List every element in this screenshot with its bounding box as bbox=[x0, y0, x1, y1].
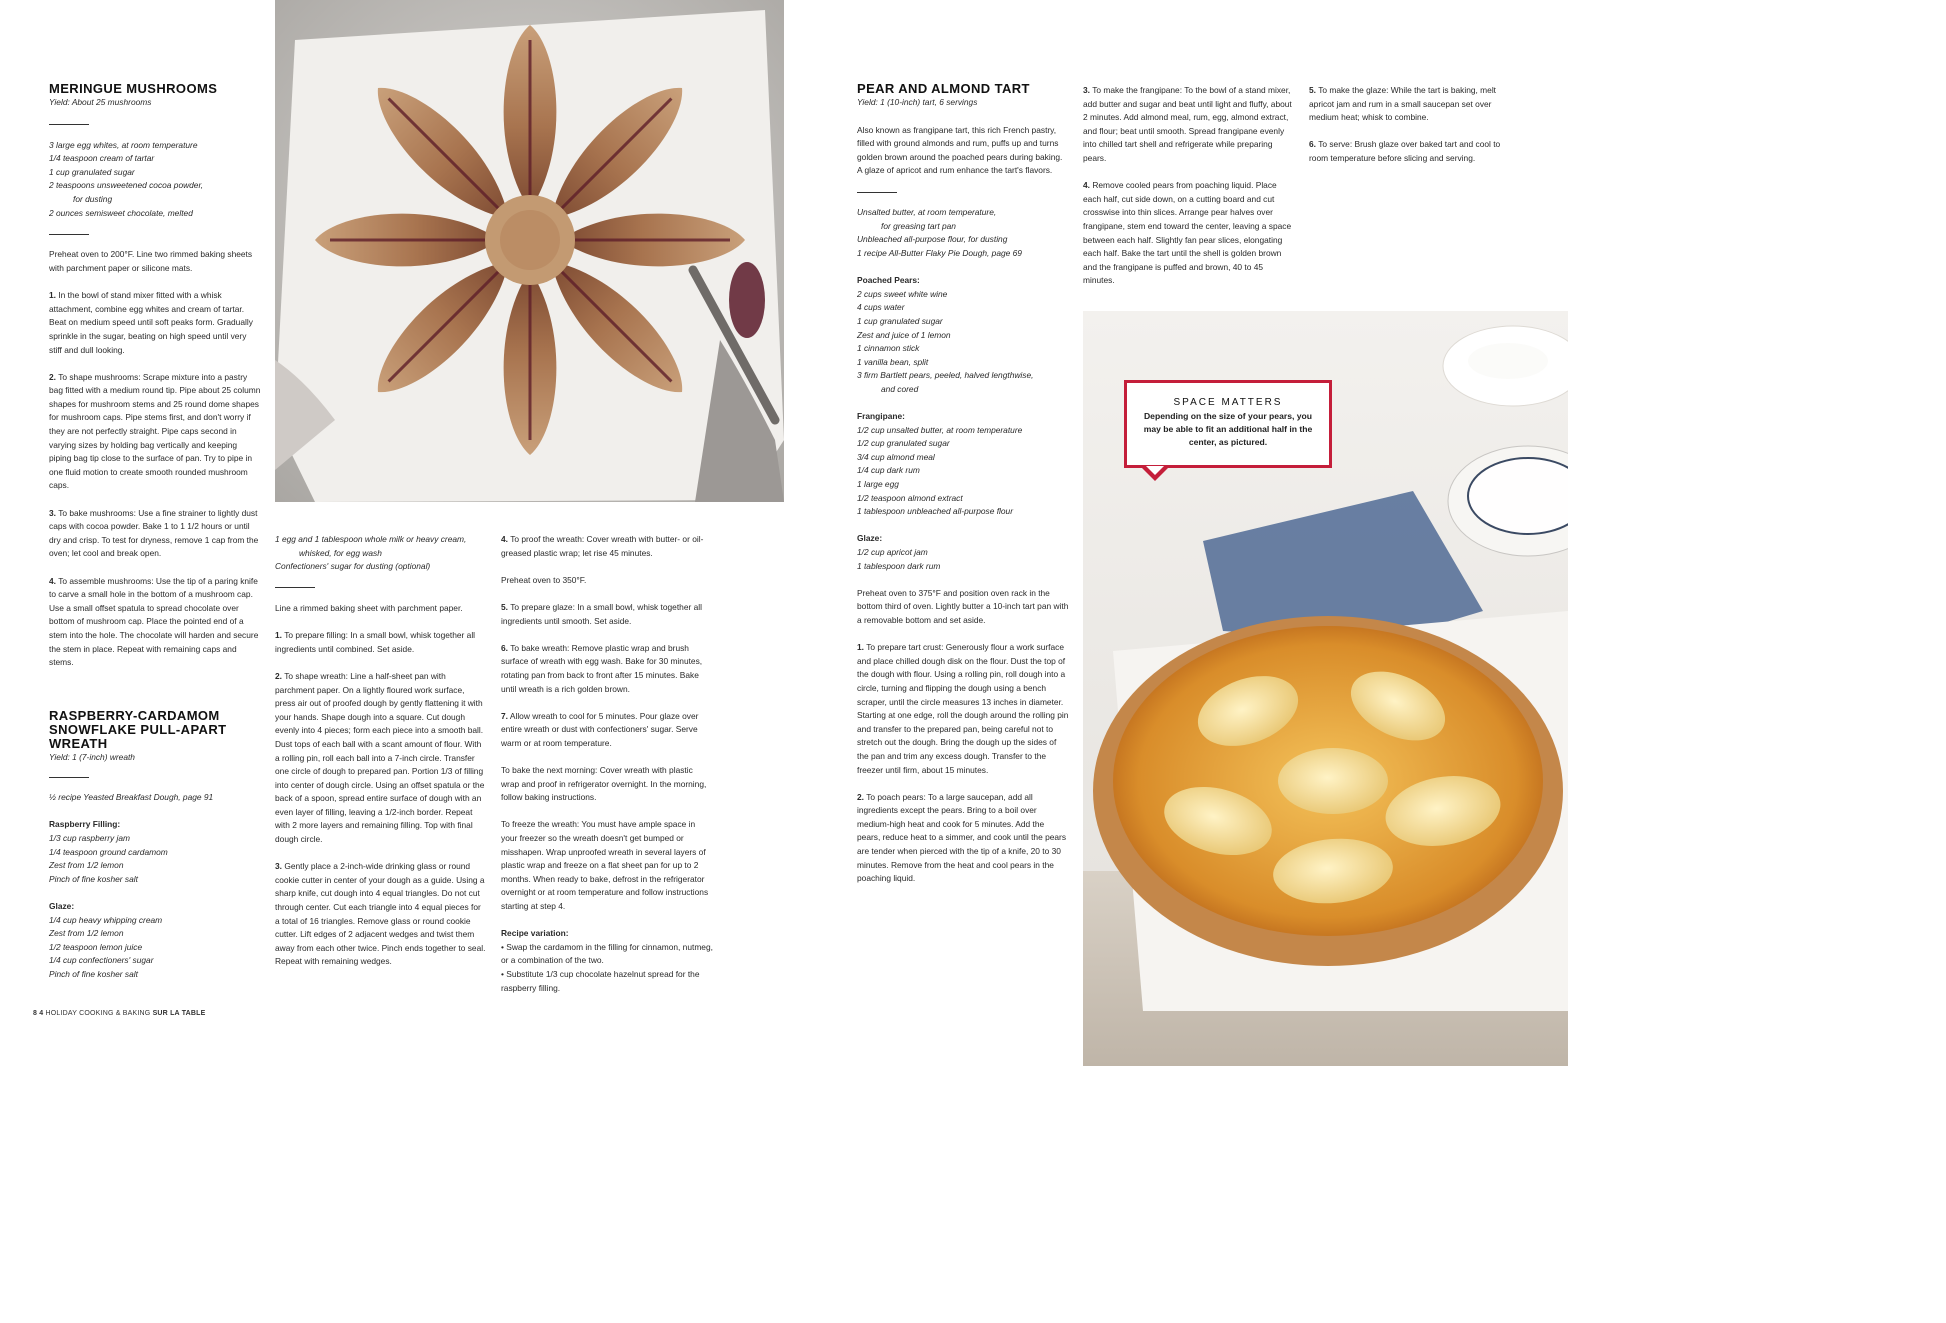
ingredient: Confectioners' sugar for dusting (optional) bbox=[275, 561, 431, 572]
step-number: 5. bbox=[1309, 85, 1316, 95]
step-number: 1. bbox=[857, 642, 864, 653]
tart-step bbox=[1083, 84, 1295, 166]
ingredient: Unbleached all-purpose flour, for dusting bbox=[857, 234, 1008, 245]
meringue-ingredients bbox=[49, 139, 261, 221]
variation-item: • Swap the cardamom in the filling for cinnamon, nutmeg, or a combination of the two. bbox=[501, 941, 713, 966]
page-number: 8 4 bbox=[33, 1010, 44, 1017]
tart-step bbox=[857, 641, 1069, 777]
step-number: 1. bbox=[275, 630, 282, 641]
ingredient: 1/4 teaspoon ground cardamom bbox=[49, 846, 168, 857]
callout-heading: SPACE MATTERS bbox=[1173, 397, 1283, 408]
wreath-step bbox=[501, 601, 713, 628]
ingredient: Pinch of fine kosher salt bbox=[49, 873, 138, 884]
step-number: 2. bbox=[857, 791, 864, 802]
tart-intro: Also known as frangipane tart, this rich French pastry, filled with ground almonds and rum, puffs up and turns golden brown around the poached pears during baking. A glaze of apricot and rum enhance the tart's flavors. bbox=[857, 124, 1063, 176]
step-text: To bake mushrooms: Use a fine strainer to lightly dust caps with cocoa powder. Bake 1 to 1 1/2 hours or until dry and crisp. To test for dryness, remove 1 cap from the oven; let cool and break open. bbox=[49, 507, 259, 559]
step-text: To serve: Brush glaze over baked tart and cool to room temperature before slicing and serving. bbox=[1309, 139, 1501, 163]
ingredient: 1/4 teaspoon cream of tartar bbox=[49, 153, 155, 164]
glaze-heading: Glaze: bbox=[857, 533, 883, 544]
callout-body: Depending on the size of your pears, you may be able to fit an additional half in the center, as pictured. bbox=[1143, 411, 1313, 447]
wreath-yield: Yield: 1 (7-inch) wreath bbox=[49, 752, 135, 762]
divider bbox=[49, 234, 89, 235]
ingredient: for greasing tart pan bbox=[881, 220, 956, 231]
step-text: Allow wreath to cool for 5 minutes. Pour glaze over entire wreath or dust with confectioners' sugar. Serve warm or at room temperature. bbox=[501, 710, 699, 748]
wreath-step bbox=[501, 533, 713, 560]
step-text: To prepare tart crust: Generously flour a work surface and place chilled dough disk on the flour. Dust the top of the dough with flour. Using a rolling pin, roll dough into a circle, turning and flipping the dough using a bench scraper, until the circle measures 13 inches in diameter. Starting at one edge, roll the dough around the rolling pin and transfer to the prepared pan, being careful not to stretch out the dough. Bring the dough up the sides of the pan and trim any excess dough. Transfer to the freezer until firm, about 15 minutes. bbox=[857, 642, 1069, 775]
step-number: 3. bbox=[49, 507, 56, 518]
step-number: 7. bbox=[501, 710, 508, 721]
ingredient: 2 cups sweet white wine bbox=[857, 288, 948, 299]
frangipane-heading: Frangipane: bbox=[857, 411, 905, 422]
step-number: 3. bbox=[1083, 85, 1090, 95]
ingredient: 1 cup granulated sugar bbox=[857, 315, 943, 326]
step-text: To poach pears: To a large saucepan, add all ingredients except the pears. Bring to a boil over medium-high heat and cook for 5 minutes. Add the pears, reduce heat to a simmer, and cook until the pears are tender when pierced with the tip of a knife, 20 to 30 minutes. Remove from the heat and cool pears in the poaching liquid. bbox=[857, 791, 1067, 884]
ingredient: for dusting bbox=[73, 193, 113, 204]
ingredient: 2 ounces semisweet chocolate, melted bbox=[49, 207, 193, 218]
tart-yield: Yield: 1 (10-inch) tart, 6 servings bbox=[857, 97, 978, 107]
step-number: 4. bbox=[49, 575, 56, 586]
step-text: To shape wreath: Line a half-sheet pan with parchment paper. On a lightly floured work surface, press air out of proofed dough by gently flattening it with your hands. Shape dough into a square. Cut dough evenly into 4 pieces; form each piece into a smooth ball. Dust tops of each ball with a scant amount of flour. With a rolling pin, roll each ball into a 7-inch circle. Transfer one circle of dough to prepared pan. Portion 1/3 of filling into center of dough circle. Using an offset spatula or the back of a spoon, spread entire surface of dough with an even layer of filling, leaving a 1/2-inch border. Repeat with 2 more layers and remaining filling. Top with final dough circle. bbox=[275, 670, 485, 845]
meringue-step bbox=[49, 575, 261, 670]
ingredient: 1/4 cup confectioners' sugar bbox=[49, 955, 154, 966]
meringue-title: MERINGUE MUSHROOMS bbox=[49, 81, 218, 96]
wreath-freeze: To freeze the wreath: You must have ample space in your freezer so the wreath doesn't get bumped or misshapen. Wrap unproofed wreath in several layers of plastic wrap and freeze on a flat sheet pan for up to 2 months. When ready to bake, defrost in the refrigerator overnight or at room temperature and follow instructions starting at step 4. bbox=[501, 819, 709, 912]
wreath-title: RASPBERRY-CARDAMOM SNOWFLAKE PULL-APART WREATH bbox=[49, 708, 227, 751]
step-text: To proof the wreath: Cover wreath with butter- or oil-greased plastic wrap; let rise 45 minutes. bbox=[501, 534, 704, 558]
wreath-more-ingredients bbox=[275, 533, 487, 574]
callout-pointer-inner bbox=[1146, 466, 1164, 475]
ingredient: 1 tablespoon unbleached all-purpose flour bbox=[857, 506, 1013, 517]
step-number: 2. bbox=[49, 371, 56, 382]
ingredient: 2 teaspoons unsweetened cocoa powder, bbox=[49, 180, 204, 191]
page-footer bbox=[33, 1010, 206, 1017]
tart-step bbox=[1309, 84, 1521, 125]
ingredient: 3/4 cup almond meal bbox=[857, 451, 935, 462]
ingredient: Zest from 1/2 lemon bbox=[49, 928, 124, 939]
tart-poached-pears bbox=[857, 274, 1069, 396]
wreath-method-column bbox=[275, 533, 487, 983]
wreath-preheat: Preheat oven to 350°F. bbox=[501, 574, 587, 585]
tart-frangipane bbox=[857, 410, 1069, 519]
step-number: 3. bbox=[275, 861, 282, 872]
meringue-column bbox=[49, 82, 261, 683]
wreath-method-column-2 bbox=[501, 533, 713, 995]
wreath-dough: ½ recipe Yeasted Breakfast Dough, page 91 bbox=[49, 792, 214, 803]
variation-heading: Recipe variation: bbox=[501, 928, 569, 939]
ingredient: 3 large egg whites, at room temperature bbox=[49, 139, 198, 150]
wreath-step bbox=[275, 860, 487, 969]
ingredient: 1/4 cup dark rum bbox=[857, 465, 920, 476]
tart-step bbox=[857, 791, 1069, 886]
ingredient: 1/2 teaspoon almond extract bbox=[857, 492, 963, 503]
space-matters-callout bbox=[1124, 380, 1332, 468]
wreath-glaze bbox=[49, 900, 261, 982]
step-number: 4. bbox=[501, 534, 508, 544]
filling-heading: Raspberry Filling: bbox=[49, 819, 121, 830]
step-text: To assemble mushrooms: Use the tip of a paring knife to carve a small hole in the bottom of a mushroom cap. Use a small offset spatula to spread chocolate over bottom of mushroom cap. Place the pointed end of a stem into the hole. The chocolate will harden and secure the stem in place. Repeat with remaining caps and stems. bbox=[49, 575, 259, 668]
divider bbox=[275, 587, 315, 588]
wreath-illustration bbox=[275, 0, 784, 502]
step-text: Remove cooled pears from poaching liquid. Place each half, cut side down, on a cutting board and cut crosswise into thin slices. Arrange pear halves over frangipane, stem end toward the center, leaving a space between each half. Slightly fan pear slices, elongating each half. Bake the tart until the shell is golden brown and the frangipane is puffed and brown, 40 to 45 minutes. bbox=[1083, 180, 1292, 286]
tart-method-column bbox=[1083, 84, 1295, 302]
ingredient: 1/4 cup heavy whipping cream bbox=[49, 914, 163, 925]
ingredient: Unsalted butter, at room temperature, bbox=[857, 207, 997, 218]
wreath-ingredients-column bbox=[49, 709, 261, 982]
meringue-step bbox=[49, 371, 261, 493]
wreath-step bbox=[275, 629, 487, 656]
ingredient: 1 cup granulated sugar bbox=[49, 166, 135, 177]
wreath-next-morning: To bake the next morning: Cover wreath with plastic wrap and proof in refrigerator overnight. In the morning, follow baking instructions. bbox=[501, 765, 707, 803]
step-number: 4. bbox=[1083, 180, 1090, 191]
wreath-step bbox=[501, 710, 713, 751]
ingredient: 1/2 teaspoon lemon juice bbox=[49, 941, 143, 952]
ingredient: and cored bbox=[881, 383, 919, 394]
ingredient: 1 vanilla bean, split bbox=[857, 356, 929, 367]
ingredient: 1 large egg bbox=[857, 479, 899, 490]
tart-step bbox=[1083, 179, 1295, 288]
divider bbox=[49, 777, 89, 778]
meringue-intro: Preheat oven to 200°F. Line two rimmed baking sheets with parchment paper or silicone mats. bbox=[49, 249, 253, 273]
step-text: To make the glaze: While the tart is baking, melt apricot jam and rum in a small saucepan set over medium heat; whisk to combine. bbox=[1309, 85, 1497, 123]
step-text: To bake wreath: Remove plastic wrap and brush surface of wreath with egg wash. Bake for 30 minutes, rotating pan from back to front after 15 minutes. Bake until wreath is a rich golden brown. bbox=[501, 642, 703, 694]
step-text: To prepare filling: In a small bowl, whisk together all ingredients until combined. Set aside. bbox=[275, 630, 476, 654]
step-number: 6. bbox=[1309, 139, 1316, 150]
glaze-heading: Glaze: bbox=[49, 900, 75, 911]
ingredient: 1/2 cup unsalted butter, at room temperature bbox=[857, 424, 1023, 435]
ingredient: 1 recipe All-Butter Flaky Pie Dough, page 69 bbox=[857, 247, 1022, 258]
footer-section: HOLIDAY COOKING & BAKING bbox=[45, 1010, 151, 1017]
step-text: To make the frangipane: To the bowl of a stand mixer, add butter and sugar and beat until light and fluffy, about 2 minutes. Add almond meal, rum, egg, almond extract, and flour; beat until smooth. Spread frangipane evenly into chilled tart shell and refrigerate while preparing pears. bbox=[1083, 85, 1292, 163]
wreath-step bbox=[275, 670, 487, 847]
step-number: 5. bbox=[501, 601, 508, 612]
meringue-yield: Yield: About 25 mushrooms bbox=[49, 97, 152, 107]
ingredient: 1 egg and 1 tablespoon whole milk or heavy cream, bbox=[275, 534, 467, 544]
wreath-step bbox=[501, 642, 713, 696]
tart-method-column-2 bbox=[1309, 84, 1521, 179]
wreath-filling bbox=[49, 818, 261, 886]
step-text: To shape mushrooms: Scrape mixture into a pastry bag fitted with a medium round tip. Pipe about 25 column shapes for mushroom stems and 25 round dome shapes for mushroom caps. Pipe stems first, and don't worry if they are not perfectly straight. Pipe caps second in varying sizes by holding bag vertically and keeping piping bag tip close to the surface of pan. Try to pipe in one fluid motion to create smooth rounded mushroom caps. bbox=[49, 371, 261, 491]
divider bbox=[49, 124, 89, 125]
ingredient: 1 tablespoon dark rum bbox=[857, 560, 941, 571]
ingredient: Zest from 1/2 lemon bbox=[49, 860, 124, 871]
wreath-variations bbox=[501, 927, 713, 995]
footer-brand: SUR LA TABLE bbox=[152, 1010, 206, 1017]
ingredient: 1/2 cup apricot jam bbox=[857, 547, 928, 557]
ingredient: 1/2 cup granulated sugar bbox=[857, 438, 950, 449]
step-number: 1. bbox=[49, 290, 56, 301]
tart-title: PEAR AND ALMOND TART bbox=[857, 81, 1030, 96]
tart-ingredients bbox=[857, 206, 1069, 260]
step-text: To prepare glaze: In a small bowl, whisk together all ingredients until smooth. Set aside. bbox=[501, 601, 702, 626]
ingredient: 3 firm Bartlett pears, peeled, halved lengthwise, bbox=[857, 370, 1034, 381]
tart-glaze bbox=[857, 532, 1069, 573]
ingredient: 1 cinnamon stick bbox=[857, 343, 920, 354]
ingredient: 4 cups water bbox=[857, 302, 905, 313]
wreath-intro: Line a rimmed baking sheet with parchment paper. bbox=[275, 602, 463, 613]
step-text: Gently place a 2-inch-wide drinking glass or round cookie cutter in center of your dough as a guide. Using a sharp knife, cut dough into 4 equal triangles. Do not cut through center. Cut each triangle into 4 equal pieces for a total of 16 triangles. Remove glass or round cookie cutter. Lift edges of 2 adjacent wedges and twist them away from each other twice. Pinch ends together to seal. Repeat with remaining wedges. bbox=[275, 861, 486, 967]
meringue-step bbox=[49, 507, 261, 561]
tart-column bbox=[857, 82, 1069, 899]
step-number: 2. bbox=[275, 670, 282, 681]
divider bbox=[857, 192, 897, 193]
step-text: In the bowl of stand mixer fitted with a whisk attachment, combine egg whites and cream of tartar. Beat on medium speed until soft peaks form. Gradually sprinkle in the sugar, beating on high speed until very stiff and dull looking. bbox=[49, 290, 253, 355]
pears-heading: Poached Pears: bbox=[857, 275, 920, 286]
ingredient: Pinch of fine kosher salt bbox=[49, 968, 138, 979]
step-number: 6. bbox=[501, 642, 508, 653]
ingredient: Zest and juice of 1 lemon bbox=[857, 329, 951, 340]
tart-step bbox=[1309, 138, 1521, 165]
variation-item: • Substitute 1/3 cup chocolate hazelnut spread for the raspberry filling. bbox=[501, 969, 700, 993]
ingredient: 1/3 cup raspberry jam bbox=[49, 832, 130, 843]
meringue-step bbox=[49, 289, 261, 357]
wreath-photo bbox=[275, 0, 784, 502]
tart-preheat: Preheat oven to 375°F and position oven rack in the bottom third of oven. Lightly butter a 10-inch tart pan with a removable bottom and set aside. bbox=[857, 587, 1069, 625]
ingredient: whisked, for egg wash bbox=[299, 547, 382, 558]
